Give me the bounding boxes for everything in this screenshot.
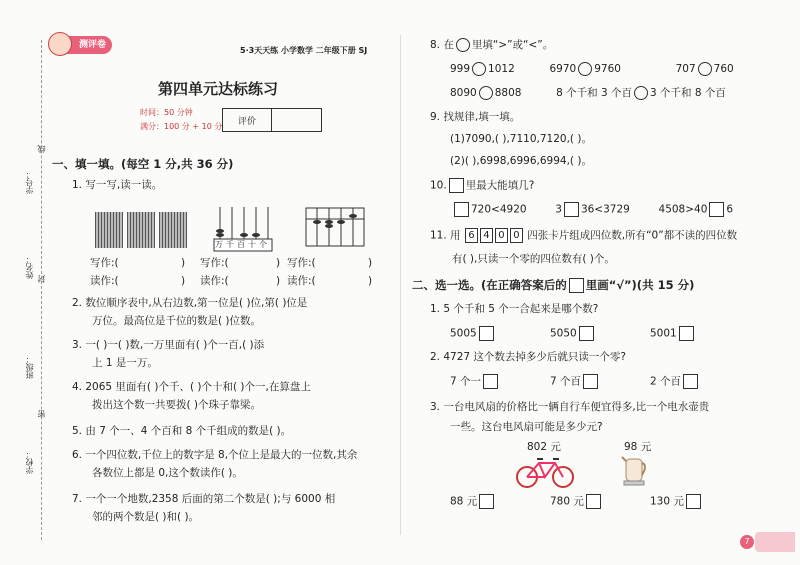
q11-line1: 11. 用 6 4 0 0 四张卡片组成四位数,所有“0”都不读的四位数 — [430, 229, 738, 242]
q7-line1: 7. 一个一个地数,2358 后面的第二个数是( );与 6000 相 — [72, 493, 336, 505]
q8-row1: 999 1012 6970 9760 707 760 — [450, 63, 734, 75]
q1-write-3: 写作:( — [287, 257, 316, 269]
s2-q3-opt1[interactable]: 88 元 — [450, 494, 496, 509]
q7-line2: 邻的两个数是( )和( )。 — [92, 511, 200, 523]
q3-line2: 上 1 是一万。 — [92, 357, 158, 369]
column-divider — [400, 35, 401, 535]
s2-q2-opt3[interactable]: 2 个百 — [650, 374, 700, 389]
q1-read-3: 读作:( — [287, 275, 316, 287]
section2-heading: 二、选一选。(在正确答案后的 里画“√”)(共 15 分) — [412, 278, 695, 292]
side-mi: 密 — [37, 410, 46, 418]
s2-q3-line2: 一些。这台电风扇可能是多少元? — [450, 421, 603, 433]
mascot-icon — [48, 32, 72, 56]
grade-box: 评价 — [222, 108, 322, 132]
side-name: 姓名： — [25, 255, 34, 279]
s2-q3-opt2[interactable]: 780 元 — [550, 494, 603, 509]
thousand-cube-icon — [159, 212, 187, 248]
q9-line1: (1)7090,( ),7110,7120,( )。 — [450, 133, 592, 145]
thousand-cube-icon — [95, 212, 123, 248]
kettle-icon — [620, 453, 650, 487]
q8-heading: 8. 在 里填“>”或“<”。 — [430, 39, 554, 51]
test-badge: 测评卷 — [52, 36, 112, 54]
s2-q2-opt2[interactable]: 7 个百 — [550, 374, 600, 389]
q10-row: 720<4920 3 36<3729 4508>40 6 — [452, 202, 733, 217]
q8-row2: 8090 8808 8 个千和 3 个百 3 个千和 8 个百 — [450, 87, 726, 99]
q4-line1: 4. 2065 里面有( )个千、( )个十和( )个一,在算盘上 — [72, 381, 311, 393]
q6-line2: 各数位上都是 0,这个数读作( )。 — [92, 467, 243, 479]
s2-q1-opt3[interactable]: 5001 — [650, 326, 696, 341]
time-info: 时间：50 分钟 — [140, 108, 193, 117]
q3-line1: 3. 一( )一( )数,一万里面有( )个一百,( )添 — [72, 339, 265, 351]
s2-q1-opt1[interactable]: 5005 — [450, 326, 496, 341]
page-number: 7 — [740, 535, 754, 549]
page-title: 第四单元达标练习 — [158, 80, 279, 98]
page-tab — [755, 532, 795, 552]
series-label: 5·3天天练 小学数学 二年级下册 SJ — [240, 46, 368, 55]
worksheet-page: 测评卷 5·3天天练 小学数学 二年级下册 SJ 学校： 班级： 姓名： 学号： 线 封 密 第四单元达标练习 时间：50 分钟 满分：100 分 + 10 分 评价 一、填一填。(每空 1 分,共 36 分) 1. 写一写,读一读。 万千百十个 写作:( ) 写作:( ) 写作:( ) 读作:( ) 读作:( ) 读作:( ) 2. 数位顺序表中,从右边数,第一位是( )位,第( )位是 万位。最高位是千位的数是( )位数。 3. 一( )一( )数,一万里面有( )个一百,( )添 上 1 是一万。 4. 2065 里面有( )个千、( )个十和( )个一,在算盘上 拨出这个数一共要拨( )个珠子靠梁。 5. 由 7 个一、4 个百和 8 个千组成的数是( )。 6. 一个四位数,千位上的数字是 8,个位上是最大的一位数,其余 各数位上都是 0,这个数读作( )。 7. 一个一个地数,2358 后面的第二个数是( );与 6000 相 邻的两个数是( )和( )。 8. 在 里填“>”或“<”。 999 1012 6970 9760 707 760 8090 8808 8 个千和 3 个百 3 个千和 8 个百 9. 找规律,填一填。 (1)7090,( ),7110,7120,( )。 (2)( ),6998,6996,6994,( )。 10. 里最大能填几? 720<4920 3 36<3729 4508>40 6 11. 用 6 4 0 0 四张卡片组成四位数,所有“0”都不读的四位数 有( ),只读一个零的四位数有( )个。 二、选一选。(在正确答案后的 里画“√”)(共 15 分) 1. 5 个千和 5 个一合起来是哪个数? 5005 5050 5001 2. 4727 这个数去掉多少后就只读一个零? 7 个一 7 个百 2 个百 3. 一台电风扇的价格比一辆自行车便宜得多,比一个电水壶贵 一些。这台电风扇可能是多少元? 802 元 98 元 88 元 780 元 130 元 7 — [0, 0, 800, 565]
counting-frame-icon — [305, 205, 365, 249]
s2-q2-opt1[interactable]: 7 个一 — [450, 374, 500, 389]
q6-line1: 6. 一个四位数,千位上的数字是 8,个位上是最大的一位数,其余 — [72, 449, 358, 461]
q1-write-2: 写作:( — [200, 257, 229, 269]
q9-heading: 9. 找规律,填一填。 — [430, 111, 521, 123]
side-class: 班级： — [25, 355, 34, 379]
q1-read-2: 读作:( — [200, 275, 229, 287]
score-info: 满分：100 分 + 10 分 — [140, 122, 223, 131]
q1: 1. 写一写,读一读。 — [72, 179, 163, 191]
thousand-cube-icon — [127, 212, 155, 248]
q2-line1: 2. 数位顺序表中,从右边数,第一位是( )位,第( )位是 — [72, 297, 308, 309]
bicycle-icon — [515, 455, 575, 489]
side-id: 学号： — [25, 170, 34, 194]
q2-line2: 万位。最高位是千位的数是( )位数。 — [92, 315, 262, 327]
s2-q3-line1: 3. 一台电风扇的价格比一辆自行车便宜得多,比一个电水壶贵 — [430, 401, 710, 413]
side-school: 学校： — [25, 450, 34, 474]
binding-line — [41, 40, 43, 540]
section1-heading: 一、填一填。(每空 1 分,共 36 分) — [52, 157, 234, 171]
abacus-labels: 万千百十个 — [215, 240, 270, 249]
q5: 5. 由 7 个一、4 个百和 8 个千组成的数是( )。 — [72, 425, 292, 437]
bike-price: 802 元 — [527, 441, 561, 453]
s2-q3-opt3[interactable]: 130 元 — [650, 494, 703, 509]
side-feng: 封 — [37, 275, 46, 283]
s2-q1: 1. 5 个千和 5 个一合起来是哪个数? — [430, 303, 599, 315]
q1-write-1: 写作:( — [90, 257, 119, 269]
q4-line2: 拨出这个数一共要拨( )个珠子靠梁。 — [92, 399, 262, 411]
s2-q1-opt2[interactable]: 5050 — [550, 326, 596, 341]
kettle-price: 98 元 — [624, 441, 652, 453]
s2-q2: 2. 4727 这个数去掉多少后就只读一个零? — [430, 351, 626, 363]
side-xian: 线 — [37, 145, 46, 153]
q10-heading: 10. 里最大能填几? — [430, 179, 535, 192]
q11-line2: 有( ),只读一个零的四位数有( )个。 — [452, 253, 615, 265]
q1-read-1: 读作:( — [90, 275, 119, 287]
q9-line2: (2)( ),6998,6996,6994,( )。 — [450, 155, 592, 167]
